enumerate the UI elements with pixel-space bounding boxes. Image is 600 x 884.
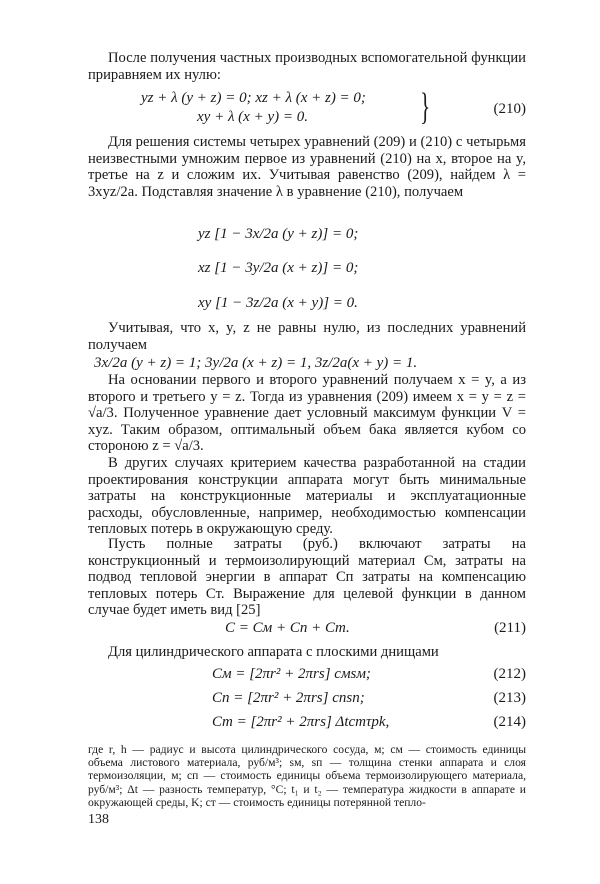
equation-ratios: 3x/2a (y + z) = 1; 3y/2a (x + z) = 1, 3z/2a(x + y) = 1.: [94, 355, 418, 371]
footnote: где r, h — радиус и высота цилиндрического сосуда, м; cм — стоимость единицы объема листового материала, руб/м³; sм, sп — толщина стенки аппарата и слоя термоизоляции, м; cп — стоимость единицы объема термоизолирующего материала, руб/м³; Δt — разность температур, °C; t₁ и t₂ — температура жидкости в аппарате и окружающей среды, K; cт — стоимость единицы потерянной тепло-: [88, 743, 526, 809]
equation-system-line-2: xz [1 − 3y/2a (x + z)] = 0;: [198, 260, 359, 276]
paragraph-4: На основании первого и второго уравнений получаем x = y, а из второго и третьего y = z. Тогда из уравнения (209) имеем x = y = z = √a/3. Полученное уравнение дает условный максимум функции V = xyz. Таким образом, оптимальный объем бака является кубом со стороною z = √a/3.: [88, 372, 526, 455]
equation-211-number: (211): [494, 620, 526, 636]
equation-212: Cм = [2πr² + 2πrs] cмsм;: [212, 666, 371, 682]
paragraph-7: Для цилиндрического аппарата с плоскими днищами: [108, 644, 439, 660]
page-number: 138: [88, 812, 109, 827]
equation-211: C = Cм + Cп + Cт.: [225, 620, 350, 636]
equation-214-number: (214): [493, 714, 526, 730]
paragraph-1: После получения частных производных вспомогательной функции приравняем их нулю:: [88, 50, 526, 83]
equation-210-line-1: yz + λ (y + z) = 0; xz + λ (x + z) = 0;: [141, 90, 366, 106]
equation-213-number: (213): [493, 690, 526, 706]
right-brace: }: [420, 86, 431, 128]
equation-214: Cт = [2πr² + 2πrs] Δtcтτрk,: [212, 714, 390, 730]
paragraph-3: Учитывая, что x, y, z не равны нулю, из последних уравнений получаем: [88, 320, 526, 353]
paragraph-6: Пусть полные затраты (руб.) включают затраты на конструкционный и термоизолирующий материал Cм, затраты на подвод тепловой энергии в аппарат Cп затраты на компенсацию тепловых потерь Cт. Выражение для целевой функции в данном случае будет иметь вид [25]: [88, 536, 526, 619]
equation-213: Cп = [2πr² + 2πrs] cпsп;: [212, 690, 365, 706]
paragraph-2: Для решения системы четырех уравнений (209) и (210) с четырьмя неизвестными умножим первое из уравнений (210) на x, второе на y, третье на z и сложим их. Учитывая равенство (209), найдем λ = 3xyz/2a. Подставляя значение λ в уравнение (210), получаем: [88, 134, 526, 200]
equation-210-number: (210): [493, 101, 526, 117]
equation-212-number: (212): [493, 666, 526, 682]
equation-system-line-1: yz [1 − 3x/2a (y + z)] = 0;: [198, 226, 359, 242]
equation-210-line-2: xy + λ (x + y) = 0.: [197, 109, 308, 125]
paragraph-5: В других случаях критерием качества разработанной на стадии проектирования конструкции аппарата могут быть минимальные затраты на конструкционные материалы и эксплуатационные расходы, обусловленные, например, необходимостью компенсации тепловых потерь в окружающую среду.: [88, 455, 526, 538]
equation-system-line-3: xy [1 − 3z/2a (x + y)] = 0.: [198, 295, 358, 311]
